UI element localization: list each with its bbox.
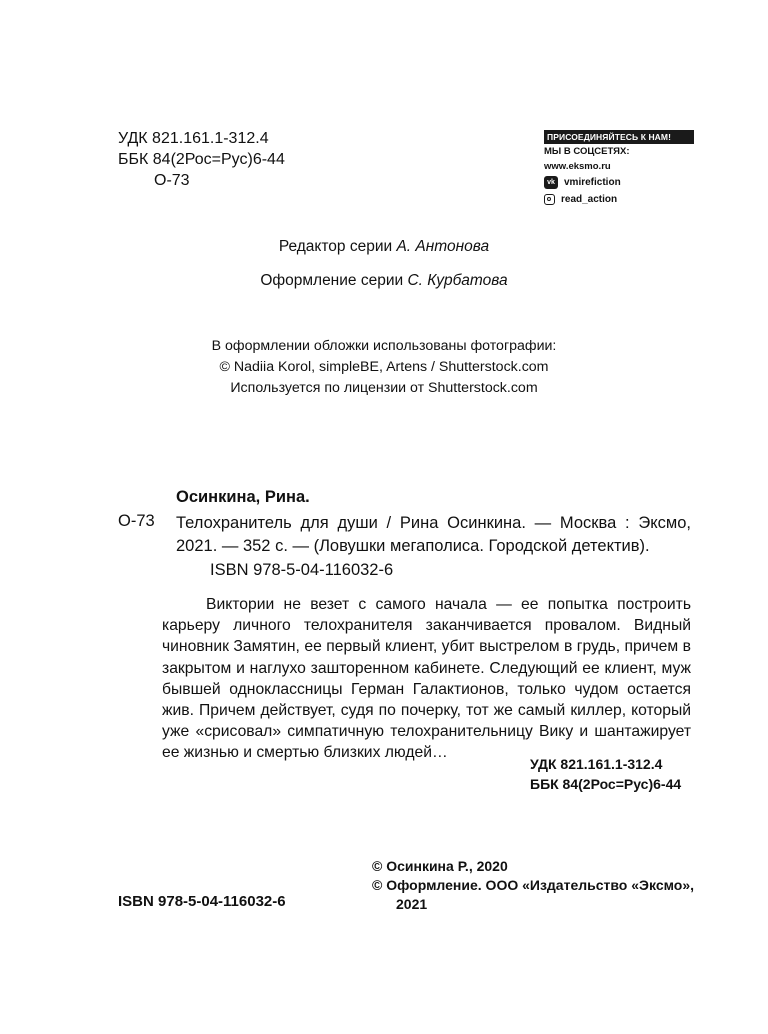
social-block: [544, 130, 694, 208]
isbn-footer: ISBN 978-5-04-116032-6: [118, 893, 286, 910]
photo-credits: [0, 336, 768, 399]
social-banner: ПРИСОЕДИНЯЙТЕСЬ К НАМ!: [544, 130, 694, 144]
copyright-block: [372, 857, 694, 914]
udk-code: УДК 821.161.1-312.4: [118, 130, 269, 147]
author-heading: Осинкина, Рина.: [176, 488, 310, 506]
udk-block-top: [118, 128, 285, 191]
design-name: С. Курбатова: [407, 272, 508, 289]
annotation: Виктории не везет с самого начала — ее попытка построить карьеру личного телохранителя заканчивается провалом. Видный чиновник Замятин, ее первый клиент, убит выстрелом в грудь, причем в закрытом и наглухо зашторенном кабинете. Следующий ее клиент, муж бывшей одноклассницы Герман Галактионов, только чудом остается жив. Причем действует, судя по почерку, тот же самый киллер, который уже «срисовал» симпатичную телохранительницу Вику и шантажирует ее жизнью и смертью близких людей…: [162, 596, 691, 762]
vk-icon: vk: [544, 176, 558, 189]
biblio-author-mark: О-73: [118, 512, 155, 530]
bbk-code-bottom: ББК 84(2Рос=Рус)6-44: [530, 776, 682, 792]
vk-handle: vmirefiction: [564, 177, 621, 188]
copyright-year: 2021: [396, 896, 428, 912]
social-site-link[interactable]: www.eksmo.ru: [544, 161, 611, 172]
photo-credit-line-1: В оформлении обложки использованы фотографии:: [211, 338, 557, 354]
series-design: [0, 272, 768, 290]
social-instagram-link[interactable]: [544, 191, 694, 208]
social-vk-link[interactable]: [544, 174, 694, 191]
isbn-inline: ISBN 978-5-04-116032-6: [210, 561, 394, 579]
instagram-icon: [544, 194, 555, 205]
udk-code-bottom: УДК 821.161.1-312.4: [530, 756, 663, 772]
author-mark: О-73: [154, 172, 190, 189]
editor-label: Редактор серии: [278, 238, 393, 255]
copyright-author: © Осинкина Р., 2020: [372, 858, 508, 874]
editor-name: А. Антонова: [396, 238, 490, 255]
social-caption: МЫ В СОЦСЕТЯХ:: [544, 146, 630, 157]
udk-block-bottom: [530, 754, 681, 794]
bibliographic-description: Телохранитель для души / Рина Осинкина. — Москва : Эксмо, 2021. — 352 с. — (Ловушки мегаполиса. Городской детектив).: [176, 514, 691, 555]
photo-credit-line-2: © Nadiia Korol, simpleBE, Artens / Shutterstock.com: [219, 359, 549, 375]
copyright-design: © Оформление. ООО «Издательство «Эксмо»,: [372, 877, 694, 893]
bbk-code: ББК 84(2Рос=Рус)6-44: [118, 151, 285, 168]
design-label: Оформление серии: [260, 272, 404, 289]
instagram-handle: read_action: [561, 194, 618, 205]
series-editor: [0, 238, 768, 256]
photo-credit-line-3: Используется по лицензии от Shutterstock.com: [230, 380, 538, 396]
